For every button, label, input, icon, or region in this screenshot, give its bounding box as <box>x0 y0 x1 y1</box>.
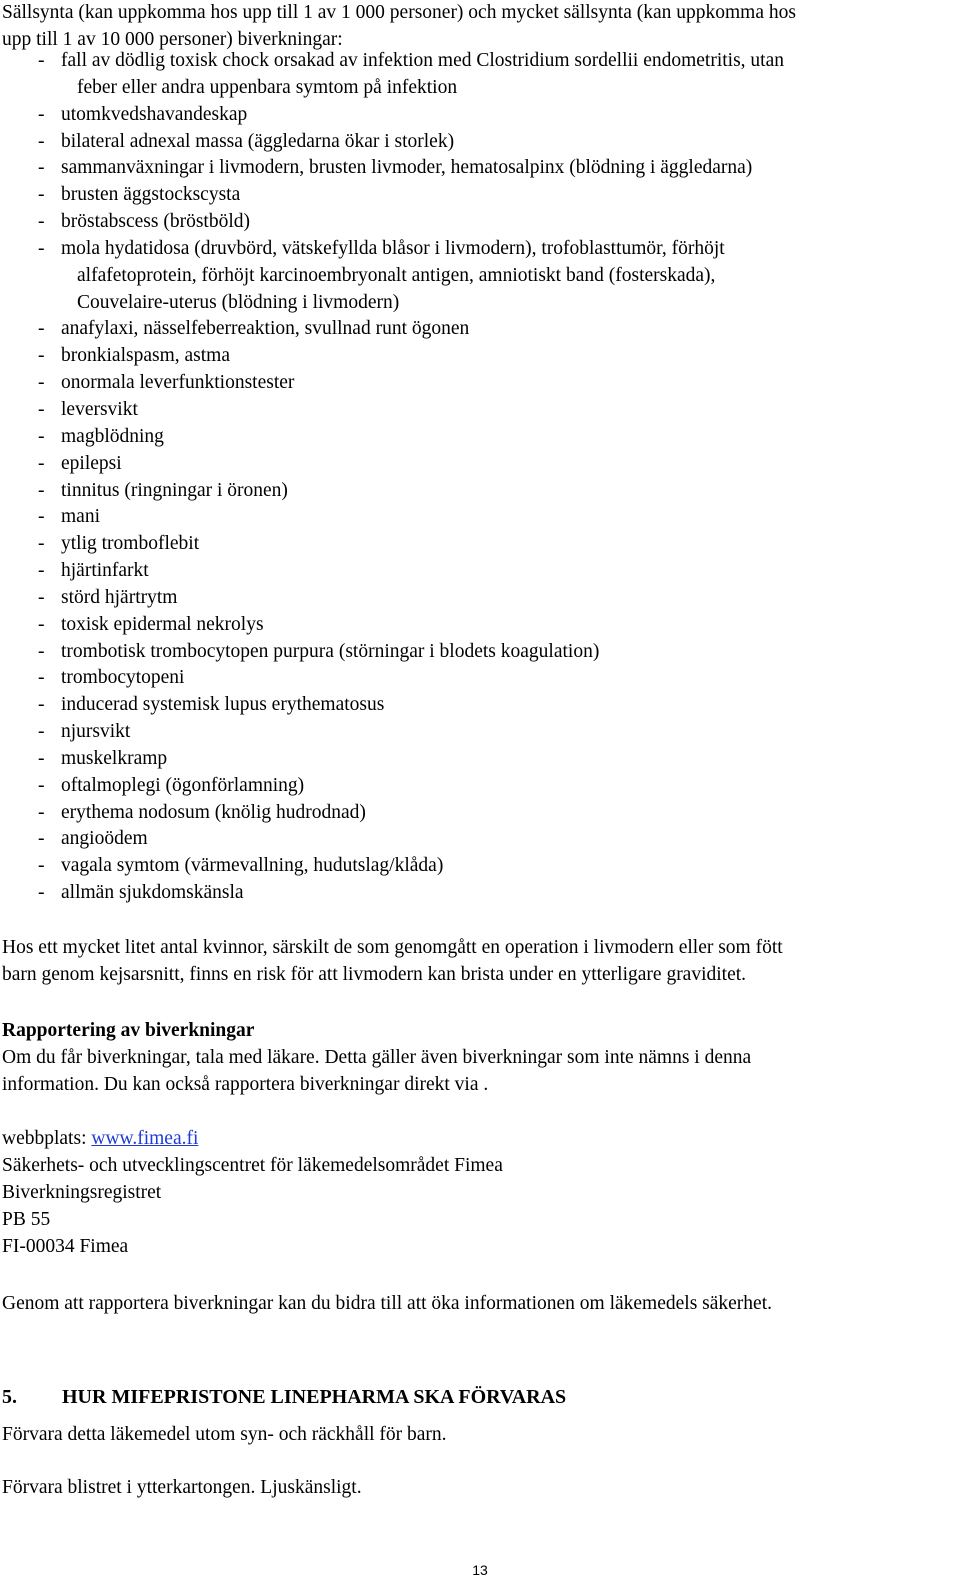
side-effect-item <box>38 719 938 746</box>
list-dash: - <box>38 184 45 206</box>
side-effect-item <box>38 531 938 558</box>
side-effect-item <box>38 236 938 317</box>
side-effect-item <box>38 316 938 343</box>
side-effect-continuation: Couvelaire-uterus (blödning i livmodern) <box>77 291 400 313</box>
side-effect-text: sammanväxningar i livmodern, brusten livmoder, hematosalpinx (blödning i äggledarna) <box>61 157 753 179</box>
side-effect-text: bronkialspasm, astma <box>61 345 230 367</box>
postal-address: FI-00034 Fimea <box>2 1235 129 1257</box>
list-dash: - <box>38 506 45 528</box>
side-effect-text: oftalmoplegi (ögonförlamning) <box>61 774 305 796</box>
side-effect-item <box>38 424 938 451</box>
list-dash: - <box>38 479 45 501</box>
reporting-section <box>2 1018 942 1099</box>
cesarean-note-line-2: barn genom kejsarsnitt, finns en risk för att livmodern kan brista under en ytterligare graviditet. <box>2 963 747 985</box>
list-dash: - <box>38 855 45 877</box>
side-effect-item <box>38 451 938 478</box>
section-5-title: HUR MIFEPRISTONE LINEPHARMA SKA FÖRVARAS <box>62 1386 567 1408</box>
side-effect-text: muskelkramp <box>61 747 168 769</box>
website-label: webbplats: <box>2 1128 92 1149</box>
registry-name: Biverkningsregistret <box>2 1181 162 1203</box>
side-effect-item <box>38 639 938 666</box>
list-dash: - <box>38 882 45 904</box>
side-effect-text: hjärtinfarkt <box>61 560 149 582</box>
list-dash: - <box>38 398 45 420</box>
cesarean-note-line-1: Hos ett mycket litet antal kvinnor, särskilt de som genomgått en operation i livmodern eller som fött <box>2 937 783 958</box>
side-effect-continuation: feber eller andra uppenbara symtom på infektion <box>77 76 458 98</box>
side-effect-text: toxisk epidermal nekrolys <box>61 613 264 635</box>
side-effect-text: mola hydatidosa (druvbörd, vätskefyllda blåsor i livmodern), trofoblasttumör, förhöjt <box>61 237 725 259</box>
list-dash: - <box>38 130 45 152</box>
side-effect-text: magblödning <box>61 425 164 447</box>
side-effect-text: brusten äggstockscysta <box>61 184 241 206</box>
storage-blister: Förvara blistret i ytterkartongen. Ljuskänsligt. <box>2 1477 362 1498</box>
reporting-benefit: Genom att rapportera biverkningar kan du bidra till att öka informationen om läkemedels säkerhet. <box>2 1293 772 1314</box>
list-dash: - <box>38 425 45 447</box>
side-effect-item <box>38 585 938 612</box>
list-dash: - <box>38 372 45 394</box>
list-dash: - <box>38 613 45 635</box>
side-effect-item <box>38 826 938 853</box>
list-dash: - <box>38 533 45 555</box>
side-effect-text: störd hjärtrytm <box>61 586 178 608</box>
list-dash: - <box>38 801 45 823</box>
list-dash: - <box>38 694 45 716</box>
list-dash: - <box>38 828 45 850</box>
contact-block <box>2 1126 942 1261</box>
side-effect-text: onormala leverfunktionstester <box>61 372 295 394</box>
organisation-name: Säkerhets- och utvecklingscentret för läkemedelsområdet Fimea <box>2 1154 503 1176</box>
section-5-heading <box>2 1384 566 1410</box>
side-effect-text: trombocytopeni <box>61 667 185 689</box>
po-box: PB 55 <box>2 1208 51 1230</box>
side-effect-text: allmän sjukdomskänsla <box>61 882 244 904</box>
side-effect-text: inducerad systemisk lupus erythematosus <box>61 694 385 716</box>
list-dash: - <box>38 237 45 259</box>
list-dash: - <box>38 721 45 743</box>
list-dash: - <box>38 640 45 662</box>
side-effect-item <box>38 397 938 424</box>
storage-children: Förvara detta läkemedel utom syn- och räckhåll för barn. <box>2 1424 447 1445</box>
list-dash: - <box>38 103 45 125</box>
side-effect-item <box>38 665 938 692</box>
page-number: 13 <box>472 1562 488 1578</box>
intro-paragraph <box>2 0 942 54</box>
side-effect-text: leversvikt <box>61 398 138 420</box>
side-effect-text: trombotisk trombocytopen purpura (störningar i blodets koagulation) <box>61 640 600 662</box>
side-effects-list <box>38 48 938 907</box>
list-dash: - <box>38 345 45 367</box>
website-link[interactable]: www.fimea.fi <box>91 1128 199 1149</box>
side-effect-text: fall av dödlig toxisk chock orsakad av infektion med Clostridium sordellii endometritis, utan <box>61 50 784 71</box>
side-effect-item <box>38 612 938 639</box>
side-effect-item <box>38 800 938 827</box>
side-effect-item <box>38 478 938 505</box>
side-effect-text: epilepsi <box>61 452 122 474</box>
list-dash: - <box>38 157 45 179</box>
list-dash: - <box>38 560 45 582</box>
intro-line-2: upp till 1 av 10 000 personer) biverkningar: <box>2 28 343 50</box>
side-effect-text: ytlig tromboflebit <box>61 533 200 555</box>
side-effect-text: njursvikt <box>61 721 131 743</box>
list-dash: - <box>38 774 45 796</box>
side-effect-item <box>38 129 938 156</box>
side-effect-item <box>38 343 938 370</box>
side-effect-text: bilateral adnexal massa (äggledarna ökar i storlek) <box>61 130 455 152</box>
side-effect-text: vagala symtom (värmevallning, hudutslag/klåda) <box>61 855 444 877</box>
side-effect-text: angioödem <box>61 828 148 850</box>
list-dash: - <box>38 452 45 474</box>
section-5-number: 5. <box>2 1386 17 1408</box>
side-effect-item <box>38 102 938 129</box>
reporting-line-1: Om du får biverkningar, tala med läkare. Detta gäller även biverkningar som inte nämns i denna <box>2 1046 752 1068</box>
cesarean-note-paragraph <box>2 935 942 989</box>
side-effect-text: anafylaxi, nässelfeberreaktion, svullnad runt ögonen <box>61 318 470 340</box>
side-effect-item <box>38 746 938 773</box>
side-effect-continuation: alfafetoprotein, förhöjt karcinoembryonalt antigen, amniotiskt band (fosterskada), <box>77 264 716 286</box>
side-effect-text: bröstabscess (bröstböld) <box>61 211 251 233</box>
list-dash: - <box>38 747 45 769</box>
list-dash: - <box>38 586 45 608</box>
side-effect-text: tinnitus (ringningar i öronen) <box>61 479 288 501</box>
reporting-heading: Rapportering av biverkningar <box>2 1020 255 1041</box>
side-effect-text: mani <box>61 506 100 528</box>
side-effect-text: erythema nodosum (knölig hudrodnad) <box>61 801 366 823</box>
list-dash: - <box>38 667 45 689</box>
side-effect-item <box>38 209 938 236</box>
side-effect-item <box>38 853 938 880</box>
intro-line-1: Sällsynta (kan uppkomma hos upp till 1 av 1 000 personer) och mycket sällsynta (kan uppkomma hos <box>2 2 796 23</box>
side-effect-item <box>38 504 938 531</box>
reporting-line-2: information. Du kan också rapportera biverkningar direkt via . <box>2 1073 489 1095</box>
website-line <box>2 1126 942 1153</box>
list-dash: - <box>38 318 45 340</box>
list-dash: - <box>38 211 45 233</box>
side-effect-text: utomkvedshavandeskap <box>61 103 248 125</box>
side-effect-item <box>38 692 938 719</box>
side-effect-item <box>38 773 938 800</box>
side-effect-item <box>38 558 938 585</box>
side-effect-item <box>38 155 938 182</box>
side-effect-item <box>38 370 938 397</box>
side-effect-item <box>38 48 938 102</box>
side-effect-item <box>38 880 938 907</box>
list-dash: - <box>38 50 45 71</box>
side-effect-item <box>38 182 938 209</box>
